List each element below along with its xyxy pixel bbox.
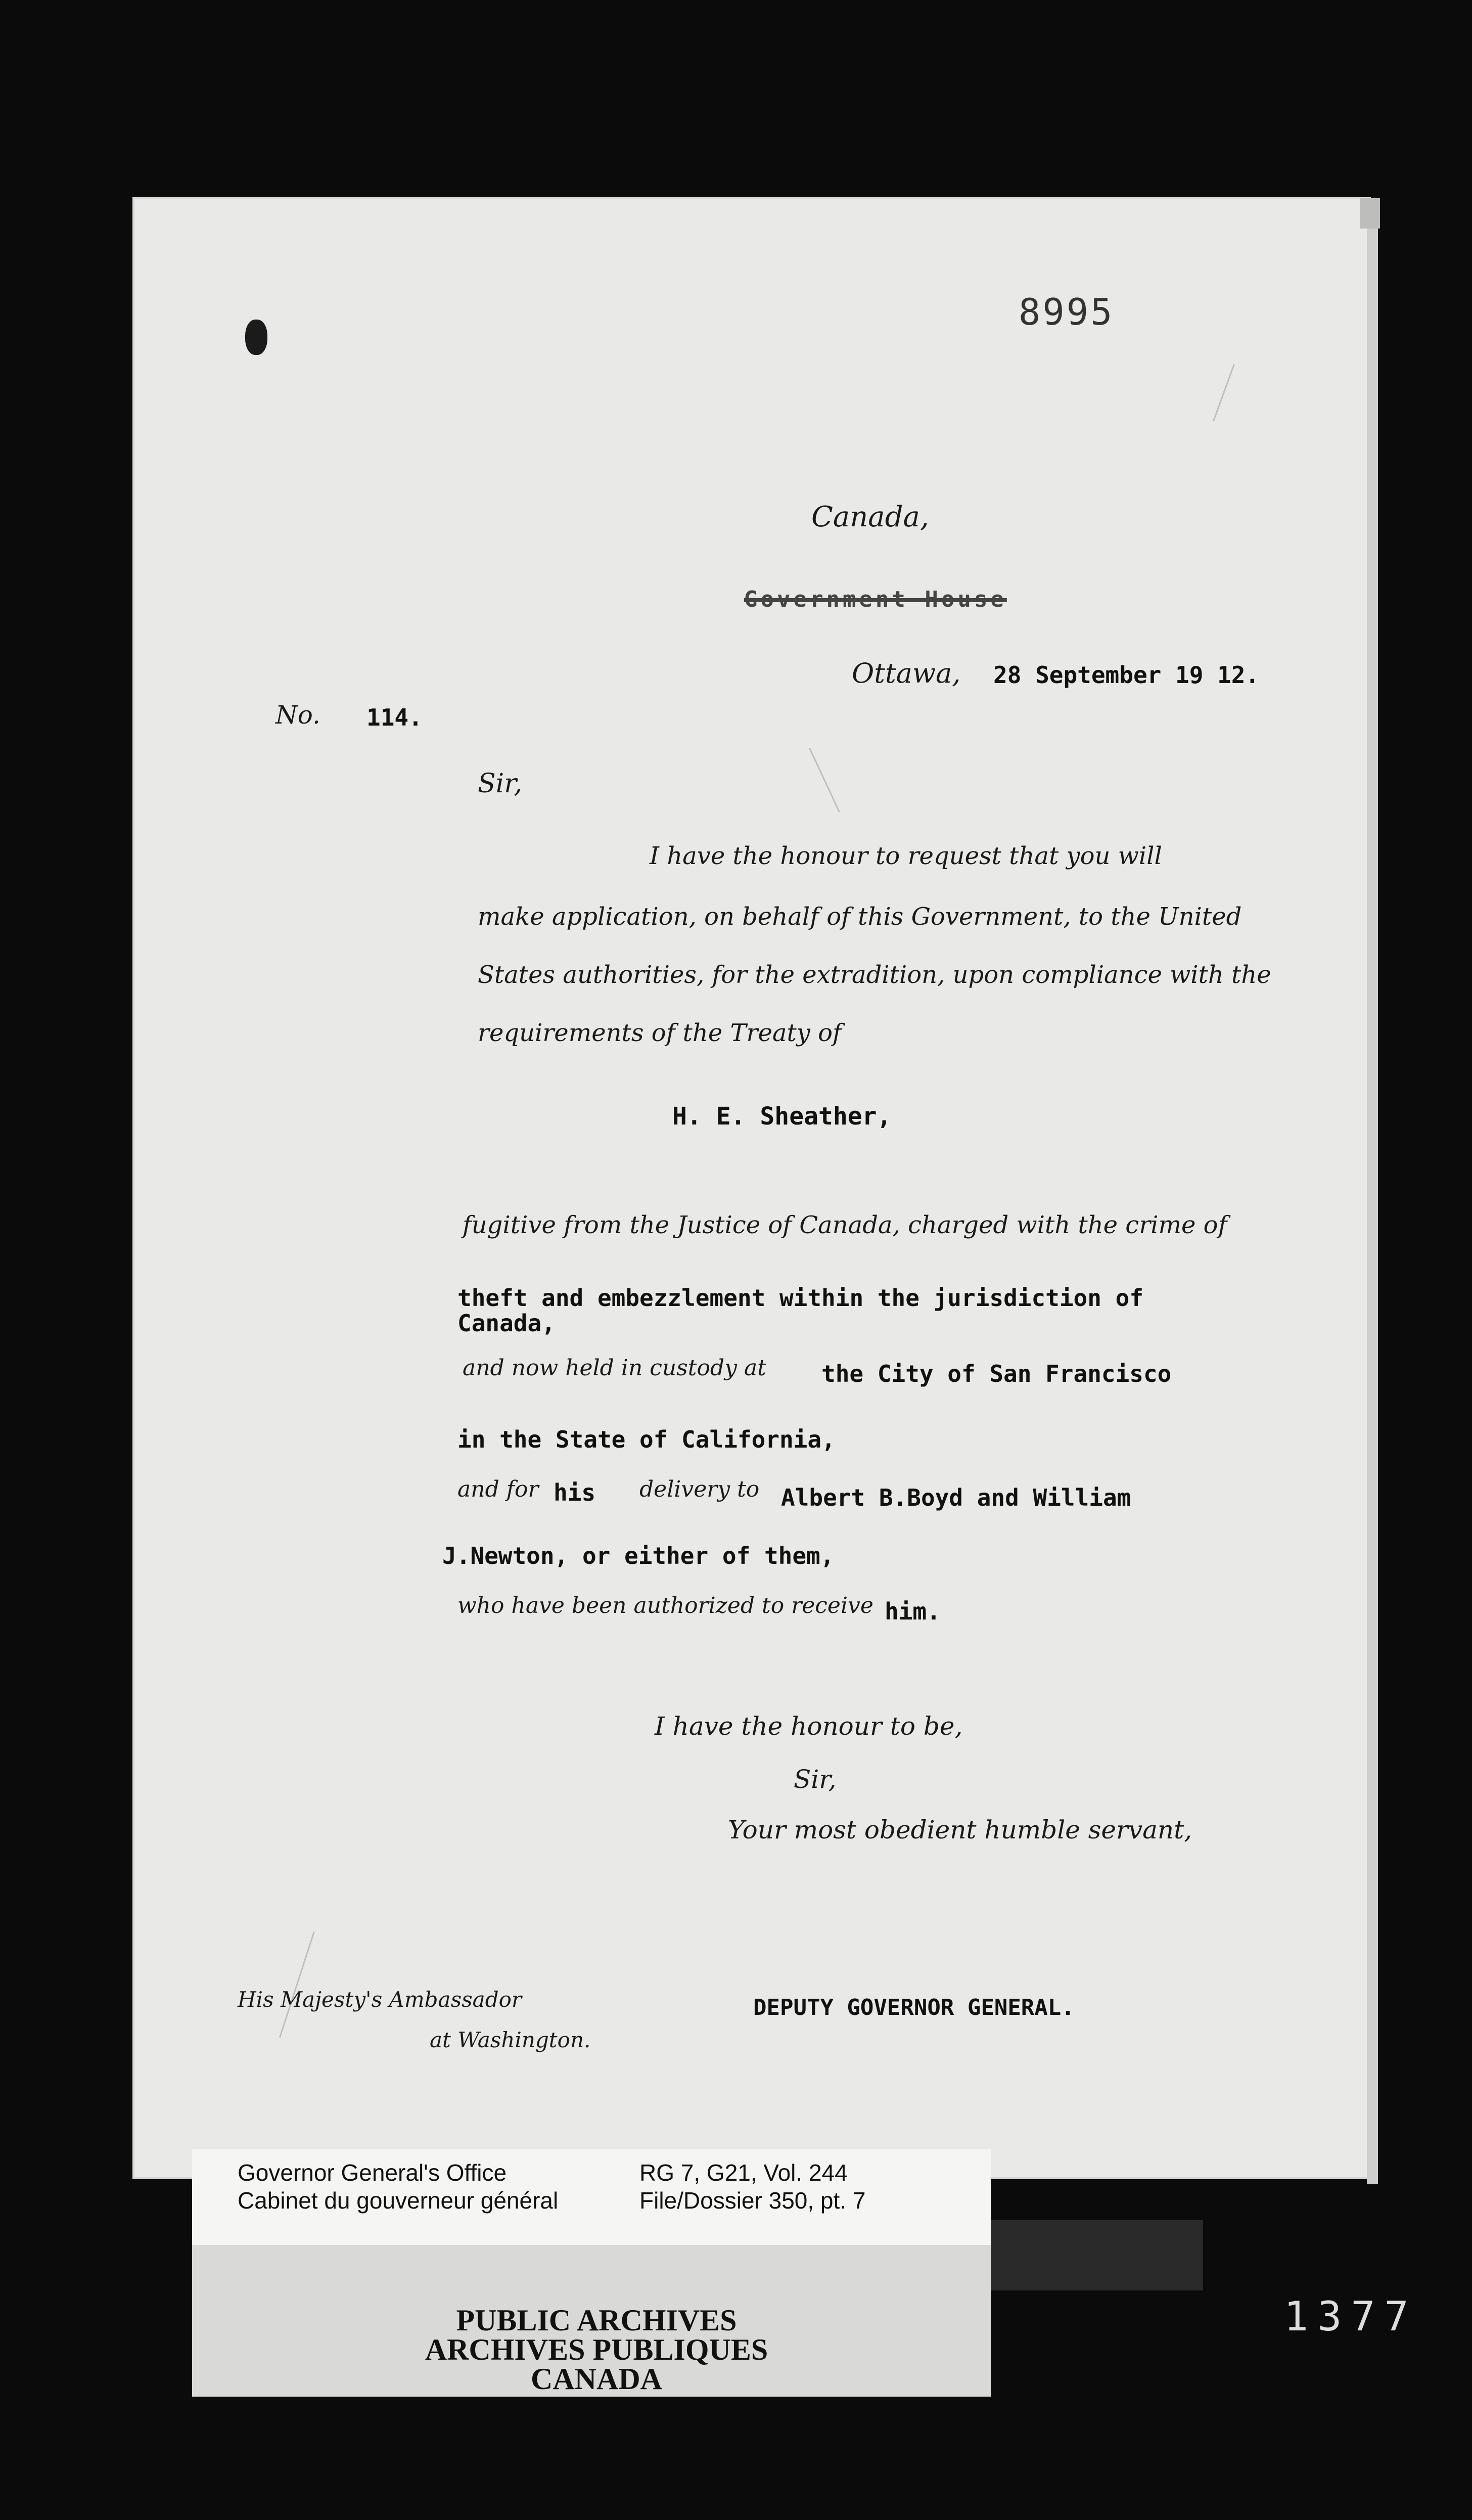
archive-stamp: ARCHIVES PUBLIQUES (425, 2333, 768, 2366)
place-heading: Canada, (811, 501, 929, 533)
frame-number: 1377 (1284, 2293, 1418, 2340)
authorized-object: him. (885, 1598, 941, 1625)
addressee: at Washington. (430, 2028, 591, 2052)
number-value: 114. (366, 704, 423, 731)
paragraph-line: I have the honour to request that you will (650, 842, 1162, 870)
office-fr: Cabinet du gouverneur général (238, 2187, 559, 2214)
sheet-edge (1367, 212, 1378, 2184)
document-sheet (132, 197, 1371, 2179)
closing-line: Sir, (794, 1765, 837, 1794)
office-en: Governor General's Office (238, 2159, 507, 2186)
label-shadow (991, 2220, 1203, 2290)
archive-stamp: CANADA (531, 2362, 662, 2396)
closing-line: I have the honour to be, (655, 1712, 963, 1741)
sheet-corner (1360, 198, 1380, 229)
crime-line: theft and embezzlement within the jurisdiction of (457, 1284, 1144, 1312)
paragraph-line: requirements of the Treaty of (478, 1019, 842, 1047)
closing-line: Your most obedient humble servant, (728, 1815, 1192, 1844)
salutation: Sir, (478, 769, 522, 799)
signature-block: DEPUTY GOVERNOR GENERAL. (753, 1995, 1075, 2020)
crime-line: Canada, (457, 1310, 556, 1337)
delivery-names: Albert B.Boyd and William (781, 1484, 1131, 1511)
fugitive-name: H. E. Sheather, (672, 1102, 892, 1131)
delivery-mid: delivery to (639, 1476, 760, 1502)
date: 28 September 19 12. (993, 661, 1260, 689)
delivery-prefix: and for (457, 1476, 539, 1502)
delivery-pronoun: his (554, 1479, 596, 1506)
paragraph-line: States authorities, for the extradition, upon compliance with the (478, 961, 1271, 989)
struck-heading: Government House (744, 587, 1007, 612)
custody-prefix: and now held in custody at (463, 1355, 766, 1381)
authorized-line: who have been authorized to receive (457, 1593, 873, 1618)
paragraph-line: make application, on behalf of this Government, to the United (478, 903, 1242, 931)
delivery-names: J.Newton, or either of them, (442, 1542, 835, 1569)
number-label: No. (275, 700, 320, 730)
addressee: His Majesty's Ambassador (238, 1987, 522, 2012)
custody-place: the City of San Francisco (821, 1360, 1172, 1387)
archive-stamp: PUBLIC ARCHIVES (456, 2304, 737, 2337)
archive-ref: File/Dossier 350, pt. 7 (639, 2187, 866, 2214)
custody-place: in the State of California, (457, 1426, 836, 1453)
punch-hole (245, 320, 267, 355)
archive-ref: RG 7, G21, Vol. 244 (639, 2159, 848, 2186)
city: Ottawa, (852, 657, 961, 689)
fugitive-line: fugitive from the Justice of Canada, charged with the crime of (463, 1211, 1227, 1239)
document-number: 8995 (1019, 291, 1115, 333)
